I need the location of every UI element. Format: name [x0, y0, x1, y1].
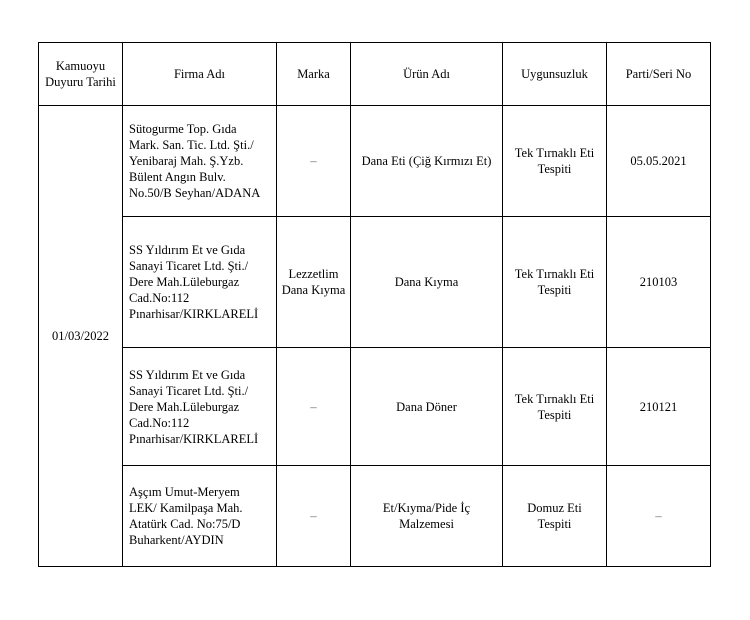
product-name: Dana Kıyma [351, 217, 503, 348]
product-name: Et/Kıyma/Pide İç Malzemesi [351, 466, 503, 567]
table-row [39, 466, 711, 567]
lot-number: – [607, 466, 711, 567]
brand: – [277, 466, 351, 567]
nonconformity: Tek Tırnaklı Eti Tespiti [503, 217, 607, 348]
table-row [39, 217, 711, 348]
product-name: Dana Eti (Çiğ Kırmızı Et) [351, 106, 503, 217]
header-lot: Parti/Seri No [607, 43, 711, 106]
header-nonconformity: Uygunsuzluk [503, 43, 607, 106]
header-date: Kamuoyu Duyuru Tarihi [39, 43, 123, 106]
recall-table [38, 42, 711, 567]
lot-number: 210103 [607, 217, 711, 348]
firm-name: SS Yıldırım Et ve Gıda Sanayi Ticaret Ltd. Şti./ Dere Mah.Lüleburgaz Cad.No:112 Pınarhisar/KIRKLARELİ [123, 217, 277, 348]
firm-name: Sütogurme Top. Gıda Mark. San. Tic. Ltd. Şti./ Yenibaraj Mah. Ş.Yzb. Bülent Angın Bulv. No.50/B Seyhan/ADANA [123, 106, 277, 217]
lot-number: 210121 [607, 348, 711, 466]
product-name: Dana Döner [351, 348, 503, 466]
firm-name: Aşçım Umut-Meryem LEK/ Kamilpaşa Mah. Atatürk Cad. No:75/D Buharkent/AYDIN [123, 466, 277, 567]
brand: Lezzetlim Dana Kıyma [277, 217, 351, 348]
table-row [39, 348, 711, 466]
header-firm: Firma Adı [123, 43, 277, 106]
header-product: Ürün Adı [351, 43, 503, 106]
nonconformity: Tek Tırnaklı Eti Tespiti [503, 106, 607, 217]
table-row [39, 106, 711, 217]
header-row [39, 43, 711, 106]
firm-name: SS Yıldırım Et ve Gıda Sanayi Ticaret Ltd. Şti./ Dere Mah.Lüleburgaz Cad.No:112 Pınarhisar/KIRKLARELİ [123, 348, 277, 466]
nonconformity: Tek Tırnaklı Eti Tespiti [503, 348, 607, 466]
header-brand: Marka [277, 43, 351, 106]
brand: – [277, 106, 351, 217]
nonconformity: Domuz Eti Tespiti [503, 466, 607, 567]
lot-number: 05.05.2021 [607, 106, 711, 217]
announcement-date: 01/03/2022 [39, 106, 123, 567]
brand: – [277, 348, 351, 466]
